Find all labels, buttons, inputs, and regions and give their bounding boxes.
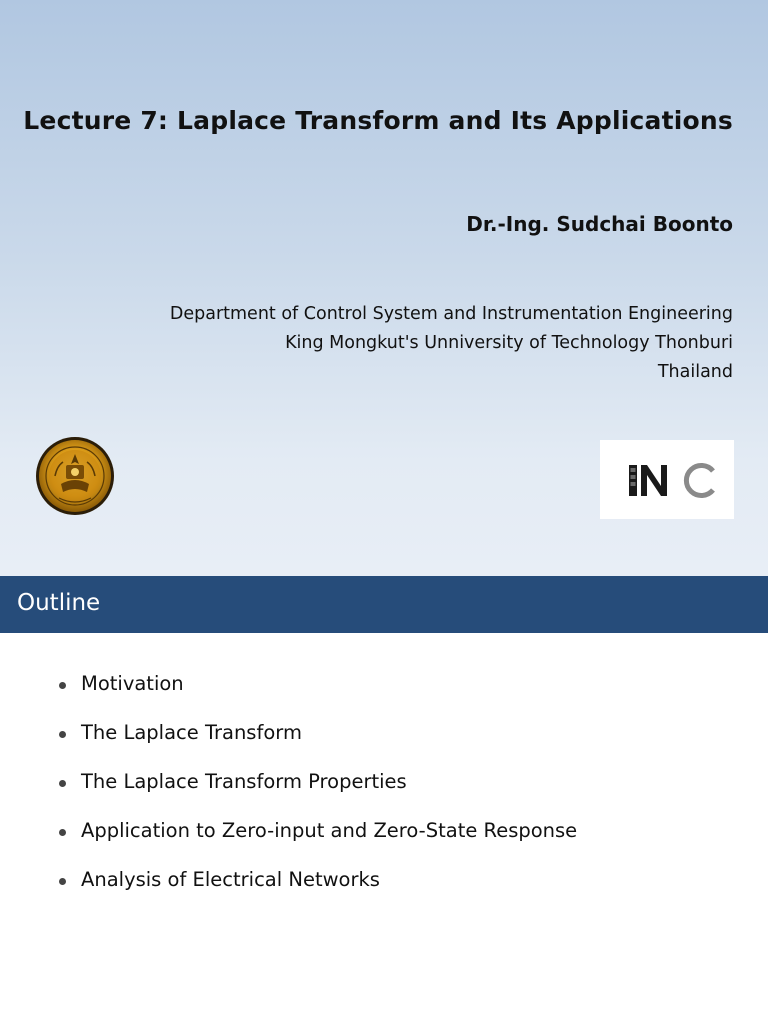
list-item (0, 719, 768, 768)
bullet-icon (59, 731, 66, 738)
inc-logo (600, 440, 734, 519)
outline-header-bar (0, 576, 768, 633)
list-item (0, 866, 768, 915)
bullet-icon (59, 878, 66, 885)
inc-logo-mark (600, 440, 734, 519)
list-item-text: Analysis of Electrical Networks (81, 868, 380, 891)
outline-slide (0, 576, 768, 1024)
outline-heading: Outline (17, 590, 101, 616)
bullet-icon (59, 682, 66, 689)
author-name: Dr.-Ing. Sudchai Boonto (466, 212, 733, 236)
list-item-text: The Laplace Transform (81, 721, 302, 744)
list-item (0, 817, 768, 866)
list-item-text: Application to Zero-input and Zero-State Response (81, 819, 578, 842)
lecture-title: Lecture 7: Laplace Transform and Its Applications (23, 106, 733, 135)
list-item (0, 670, 768, 719)
list-item-text: The Laplace Transform Properties (81, 770, 407, 793)
university-seal-logo (35, 436, 115, 516)
outline-list (0, 670, 768, 915)
affiliation-university: King Mongkut's Unniversity of Technology Thonburi (285, 333, 733, 353)
list-item-text: Motivation (81, 672, 184, 695)
affiliation-department: Department of Control System and Instrumentation Engineering (169, 304, 733, 324)
bullet-icon (59, 780, 66, 787)
affiliation-block (93, 300, 733, 387)
list-item (0, 768, 768, 817)
bullet-icon (59, 829, 66, 836)
affiliation-country: Thailand (657, 362, 733, 382)
